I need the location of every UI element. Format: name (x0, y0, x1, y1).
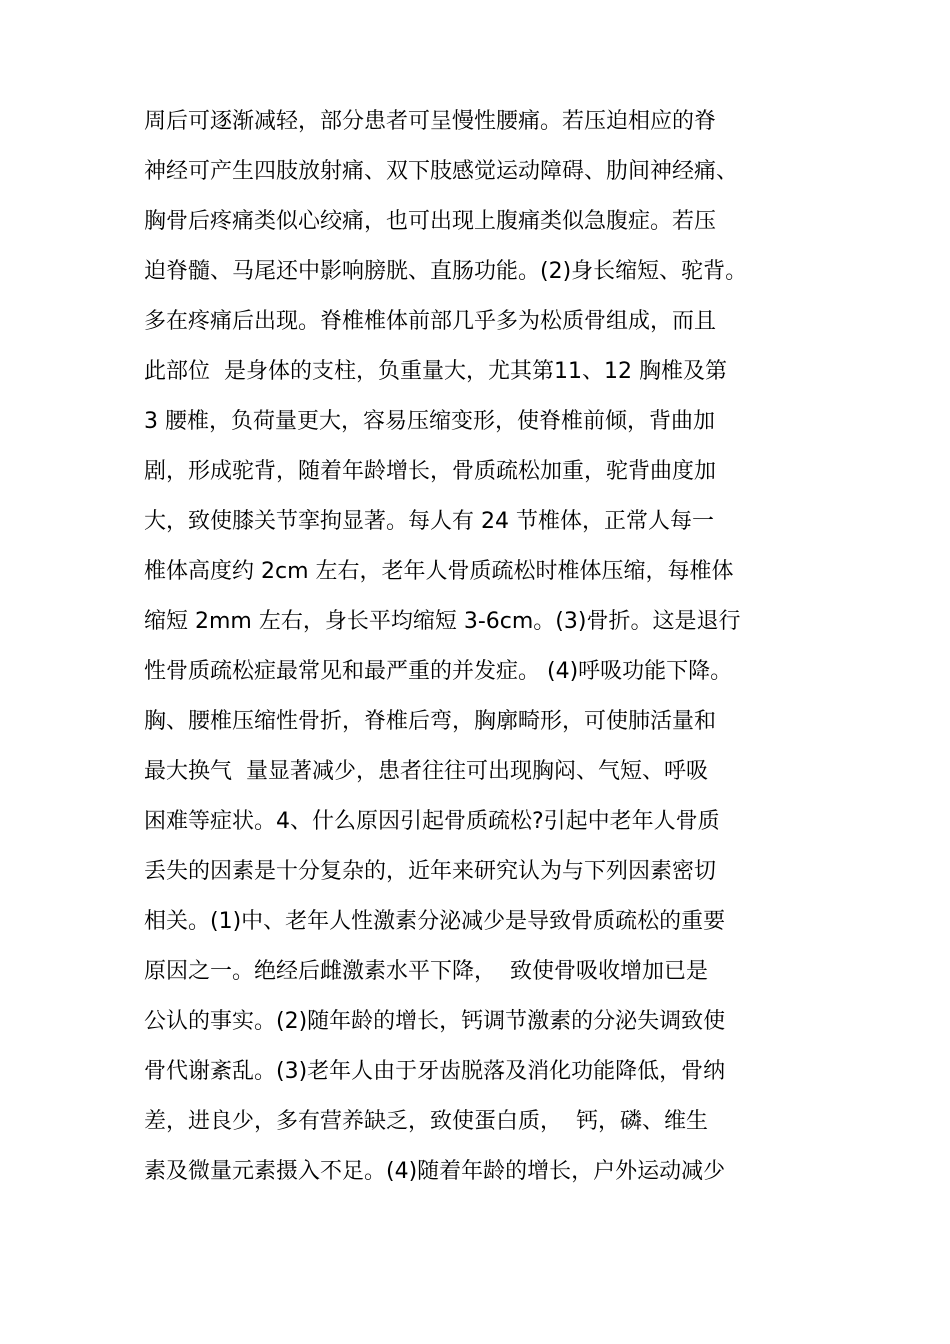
text-line: 大，致使膝关节挛拘显著。每人有 24 节椎体，正常人每一 (144, 509, 714, 534)
text-line: 最大换气 量显著减少，患者往往可出现胸闷、气短、呼吸 (144, 759, 708, 784)
text-line: 原因之一。绝经后雌激素水平下降， 致使骨吸收增加已是 (144, 959, 708, 984)
text-line: 公认的事实。(2)随年龄的增长，钙调节激素的分泌失调致使 (144, 1009, 726, 1034)
text-line: 3 腰椎，负荷量更大，容易压缩变形，使脊椎前倾，背曲加 (144, 409, 715, 434)
text-line: 素及微量元素摄入不足。(4)随着年龄的增长，户外运动减少 (144, 1159, 726, 1184)
text-line: 神经可产生四肢放射痛、双下肢感觉运动障碍、肋间神经痛、 (144, 159, 739, 184)
text-line: 骨代谢紊乱。(3)老年人由于牙齿脱落及消化功能降低，骨纳 (144, 1059, 726, 1084)
text-line: 缩短 2mm 左右，身长平均缩短 3-6cm。(3)骨折。这是退行 (144, 609, 741, 634)
text-line: 多在疼痛后出现。脊椎椎体前部几乎多为松质骨组成，而且 (144, 309, 717, 334)
text-line: 迫脊髓、马尾还中影响膀胱、直肠功能。(2)身长缩短、驼背。 (144, 259, 748, 284)
text-line: 胸骨后疼痛类似心绞痛，也可出现上腹痛类似急腹症。若压 (144, 209, 717, 234)
text-line: 剧，形成驼背，随着年龄增长，骨质疏松加重，驼背曲度加 (144, 459, 717, 484)
text-line: 差，进良少，多有营养缺乏，致使蛋白质， 钙，磷、维生 (144, 1109, 708, 1134)
text-line: 此部位 是身体的支柱，负重量大，尤其第11、12 胸椎及第 (144, 359, 727, 384)
text-line: 周后可逐渐减轻，部分患者可呈慢性腰痛。若压迫相应的脊 (144, 109, 717, 134)
text-line: 性骨质疏松症最常见和最严重的并发症。 (4)呼吸功能下降。 (144, 659, 733, 684)
text-line: 相关。(1)中、老年人性激素分泌减少是导致骨质疏松的重要 (144, 909, 726, 934)
text-line: 胸、腰椎压缩性骨折，脊椎后弯，胸廓畸形，可使肺活量和 (144, 709, 717, 734)
text-line: 丢失的因素是十分复杂的，近年来研究认为与下列因素密切 (144, 859, 717, 884)
text-line: 椎体高度约 2cm 左右，老年人骨质疏松时椎体压缩，每椎体 (144, 559, 734, 584)
text-line: 困难等症状。4、什么原因引起骨质疏松?引起中老年人骨质 (144, 809, 720, 834)
body-text (144, 97, 814, 1197)
